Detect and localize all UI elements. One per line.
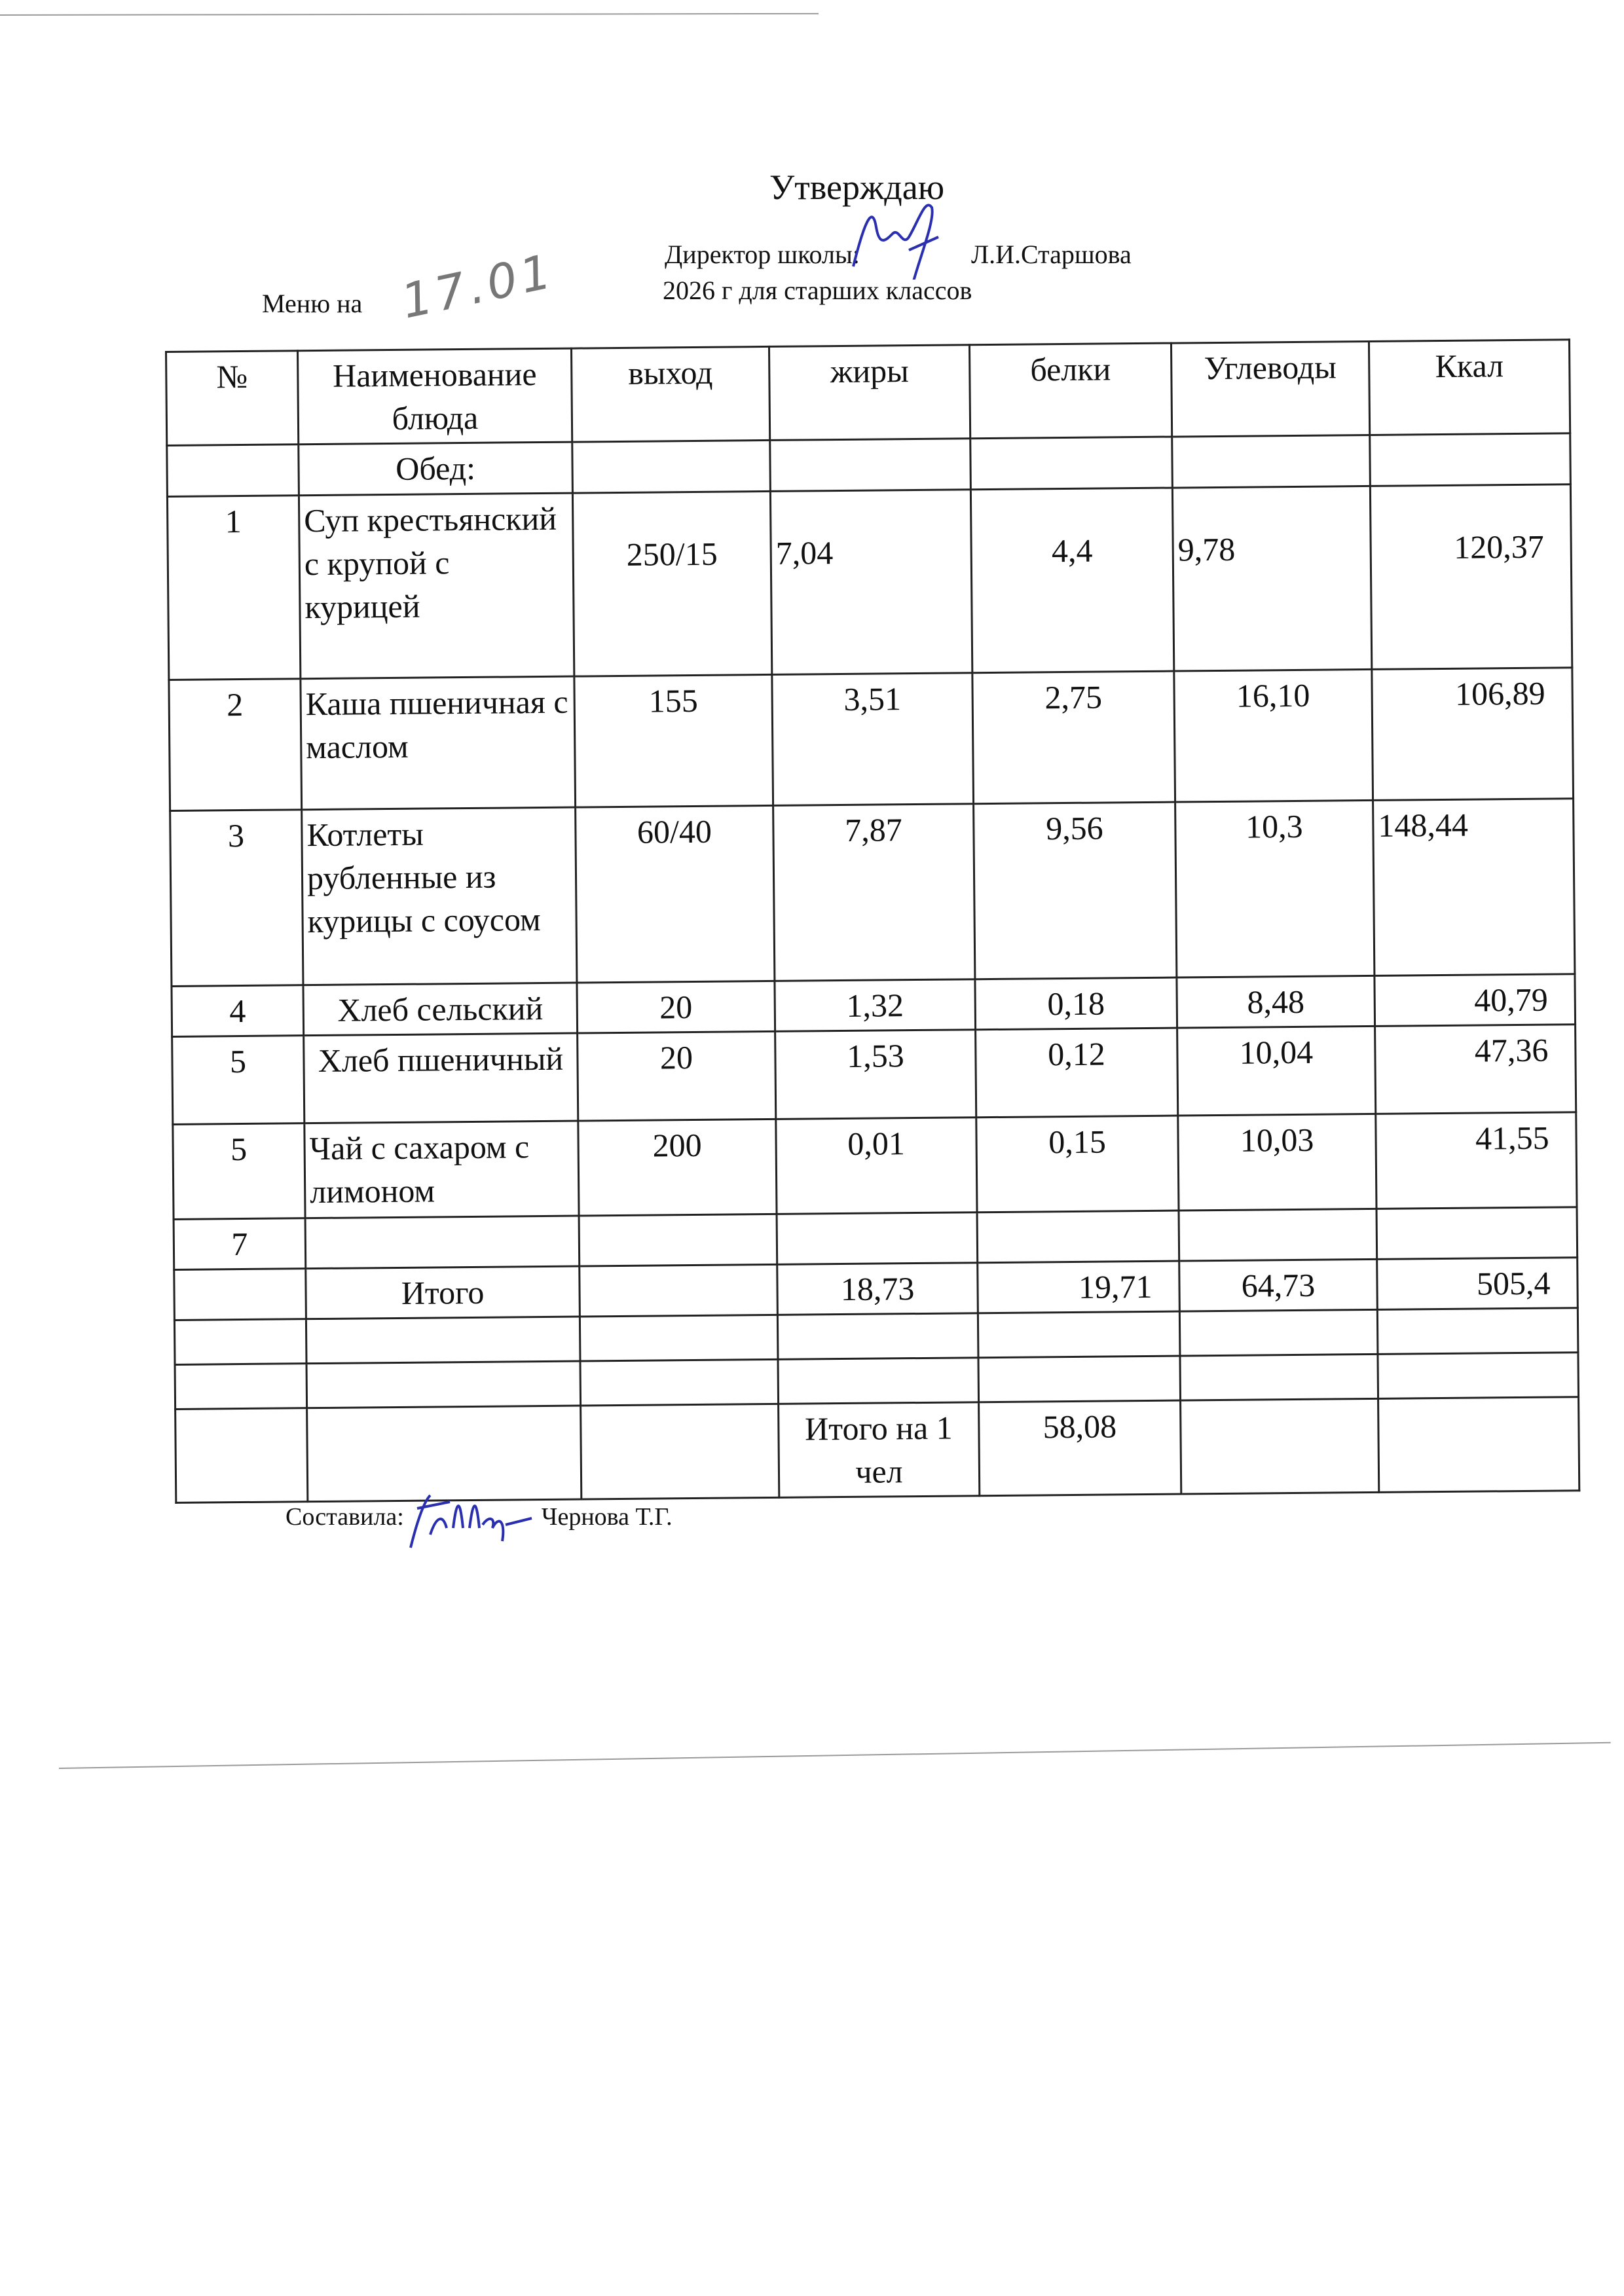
director-line [665, 239, 1132, 270]
menu-label: Меню на [262, 289, 363, 318]
dish-carbs: 10,3 [1175, 800, 1375, 977]
dish-protein: 9,56 [974, 802, 1177, 979]
composer-label: Составила: [286, 1503, 404, 1531]
table-row [172, 1025, 1576, 1125]
dish-yield: 20 [577, 981, 775, 1033]
dish-protein: 0,12 [976, 1028, 1178, 1118]
composer-line [286, 1503, 673, 1531]
menu-date-handwritten: 17.01 [396, 243, 560, 329]
total-protein: 19,71 [978, 1261, 1180, 1313]
scan-edge-bottom-1 [59, 1742, 1611, 1769]
dish-kcal: 120,37 [1370, 484, 1572, 670]
dish-kcal: 148,44 [1373, 799, 1575, 976]
table-row [170, 799, 1575, 987]
per-person-row [175, 1397, 1579, 1503]
dish-yield: 20 [578, 1031, 776, 1121]
dish-name: Чай с сахаром с лимоном [304, 1121, 579, 1218]
dish-name: Хлеб сельский [303, 983, 578, 1036]
menu-table [165, 338, 1580, 1504]
approval-heading: Утверждаю [769, 168, 945, 207]
dish-name: Каша пшеничная с маслом [301, 676, 576, 810]
table-row [173, 1112, 1577, 1220]
table-row [167, 484, 1572, 680]
dish-yield: 155 [574, 674, 773, 807]
dish-name: Хлеб пшеничный [304, 1033, 578, 1123]
dish-carbs: 8,48 [1177, 975, 1375, 1028]
col-header-yield: выход [571, 346, 769, 442]
row-number: 2 [169, 679, 302, 811]
col-header-protein: белки [969, 343, 1172, 439]
row-number: 7 [174, 1218, 306, 1270]
row-number: 3 [170, 810, 303, 987]
dish-carbs: 10,04 [1177, 1026, 1376, 1116]
row-number: 5 [172, 1036, 304, 1125]
dish-fat: 0,01 [776, 1118, 977, 1214]
dish-fat: 3,51 [772, 673, 974, 806]
dish-carbs: 10,03 [1178, 1114, 1376, 1211]
dish-yield: 250/15 [572, 491, 771, 676]
dish-protein: 2,75 [972, 671, 1175, 804]
total-label: Итого [306, 1266, 580, 1319]
director-label: Директор школы: [665, 240, 860, 269]
dish-protein: 4,4 [970, 488, 1173, 673]
total-carbs: 64,73 [1179, 1259, 1378, 1311]
director-name: Л.И.Старшова [970, 240, 1132, 269]
dish-fat: 1,32 [775, 979, 976, 1032]
dish-carbs: 16,10 [1174, 669, 1373, 802]
table-row [169, 668, 1574, 811]
dish-yield: 200 [578, 1119, 777, 1216]
dish-fat: 7,87 [773, 804, 975, 981]
row-number: 5 [173, 1123, 305, 1220]
dish-protein: 0,18 [975, 977, 1177, 1030]
row-number: 4 [172, 985, 304, 1037]
table-header-row [166, 340, 1570, 446]
dish-protein: 0,15 [976, 1116, 1179, 1212]
composer-name: Чернова Т.Г. [541, 1503, 673, 1531]
dish-fat: 7,04 [770, 490, 972, 675]
dish-name: Суп крестьянский с крупой с курицей [299, 493, 574, 679]
total-kcal: 505,4 [1377, 1258, 1578, 1310]
dish-kcal: 47,36 [1375, 1025, 1576, 1114]
dish-yield: 60/40 [576, 805, 775, 983]
menu-subtitle: 2026 г для старших классов [663, 276, 972, 305]
col-header-fat: жиры [769, 345, 970, 441]
col-header-kcal: Ккал [1369, 340, 1570, 435]
dish-carbs: 9,78 [1172, 486, 1371, 671]
total-fat: 18,73 [777, 1263, 978, 1315]
dish-kcal: 106,89 [1372, 668, 1574, 801]
per-person-label: Итого на 1 чел [779, 1402, 980, 1498]
section-label: Обед: [299, 442, 573, 496]
row-number: 1 [167, 496, 300, 680]
col-header-carbs: Углеводы [1171, 341, 1369, 437]
dish-fat: 1,53 [775, 1030, 976, 1120]
dish-name: Котлеты рубленные из курицы с соусом [302, 807, 577, 985]
per-person-value: 58,08 [979, 1400, 1181, 1496]
dish-kcal: 40,79 [1375, 974, 1576, 1027]
col-header-number: № [166, 351, 299, 446]
dish-kcal: 41,55 [1376, 1112, 1577, 1209]
col-header-dish: Наименование блюда [298, 348, 572, 445]
scan-edge-top [0, 13, 819, 16]
